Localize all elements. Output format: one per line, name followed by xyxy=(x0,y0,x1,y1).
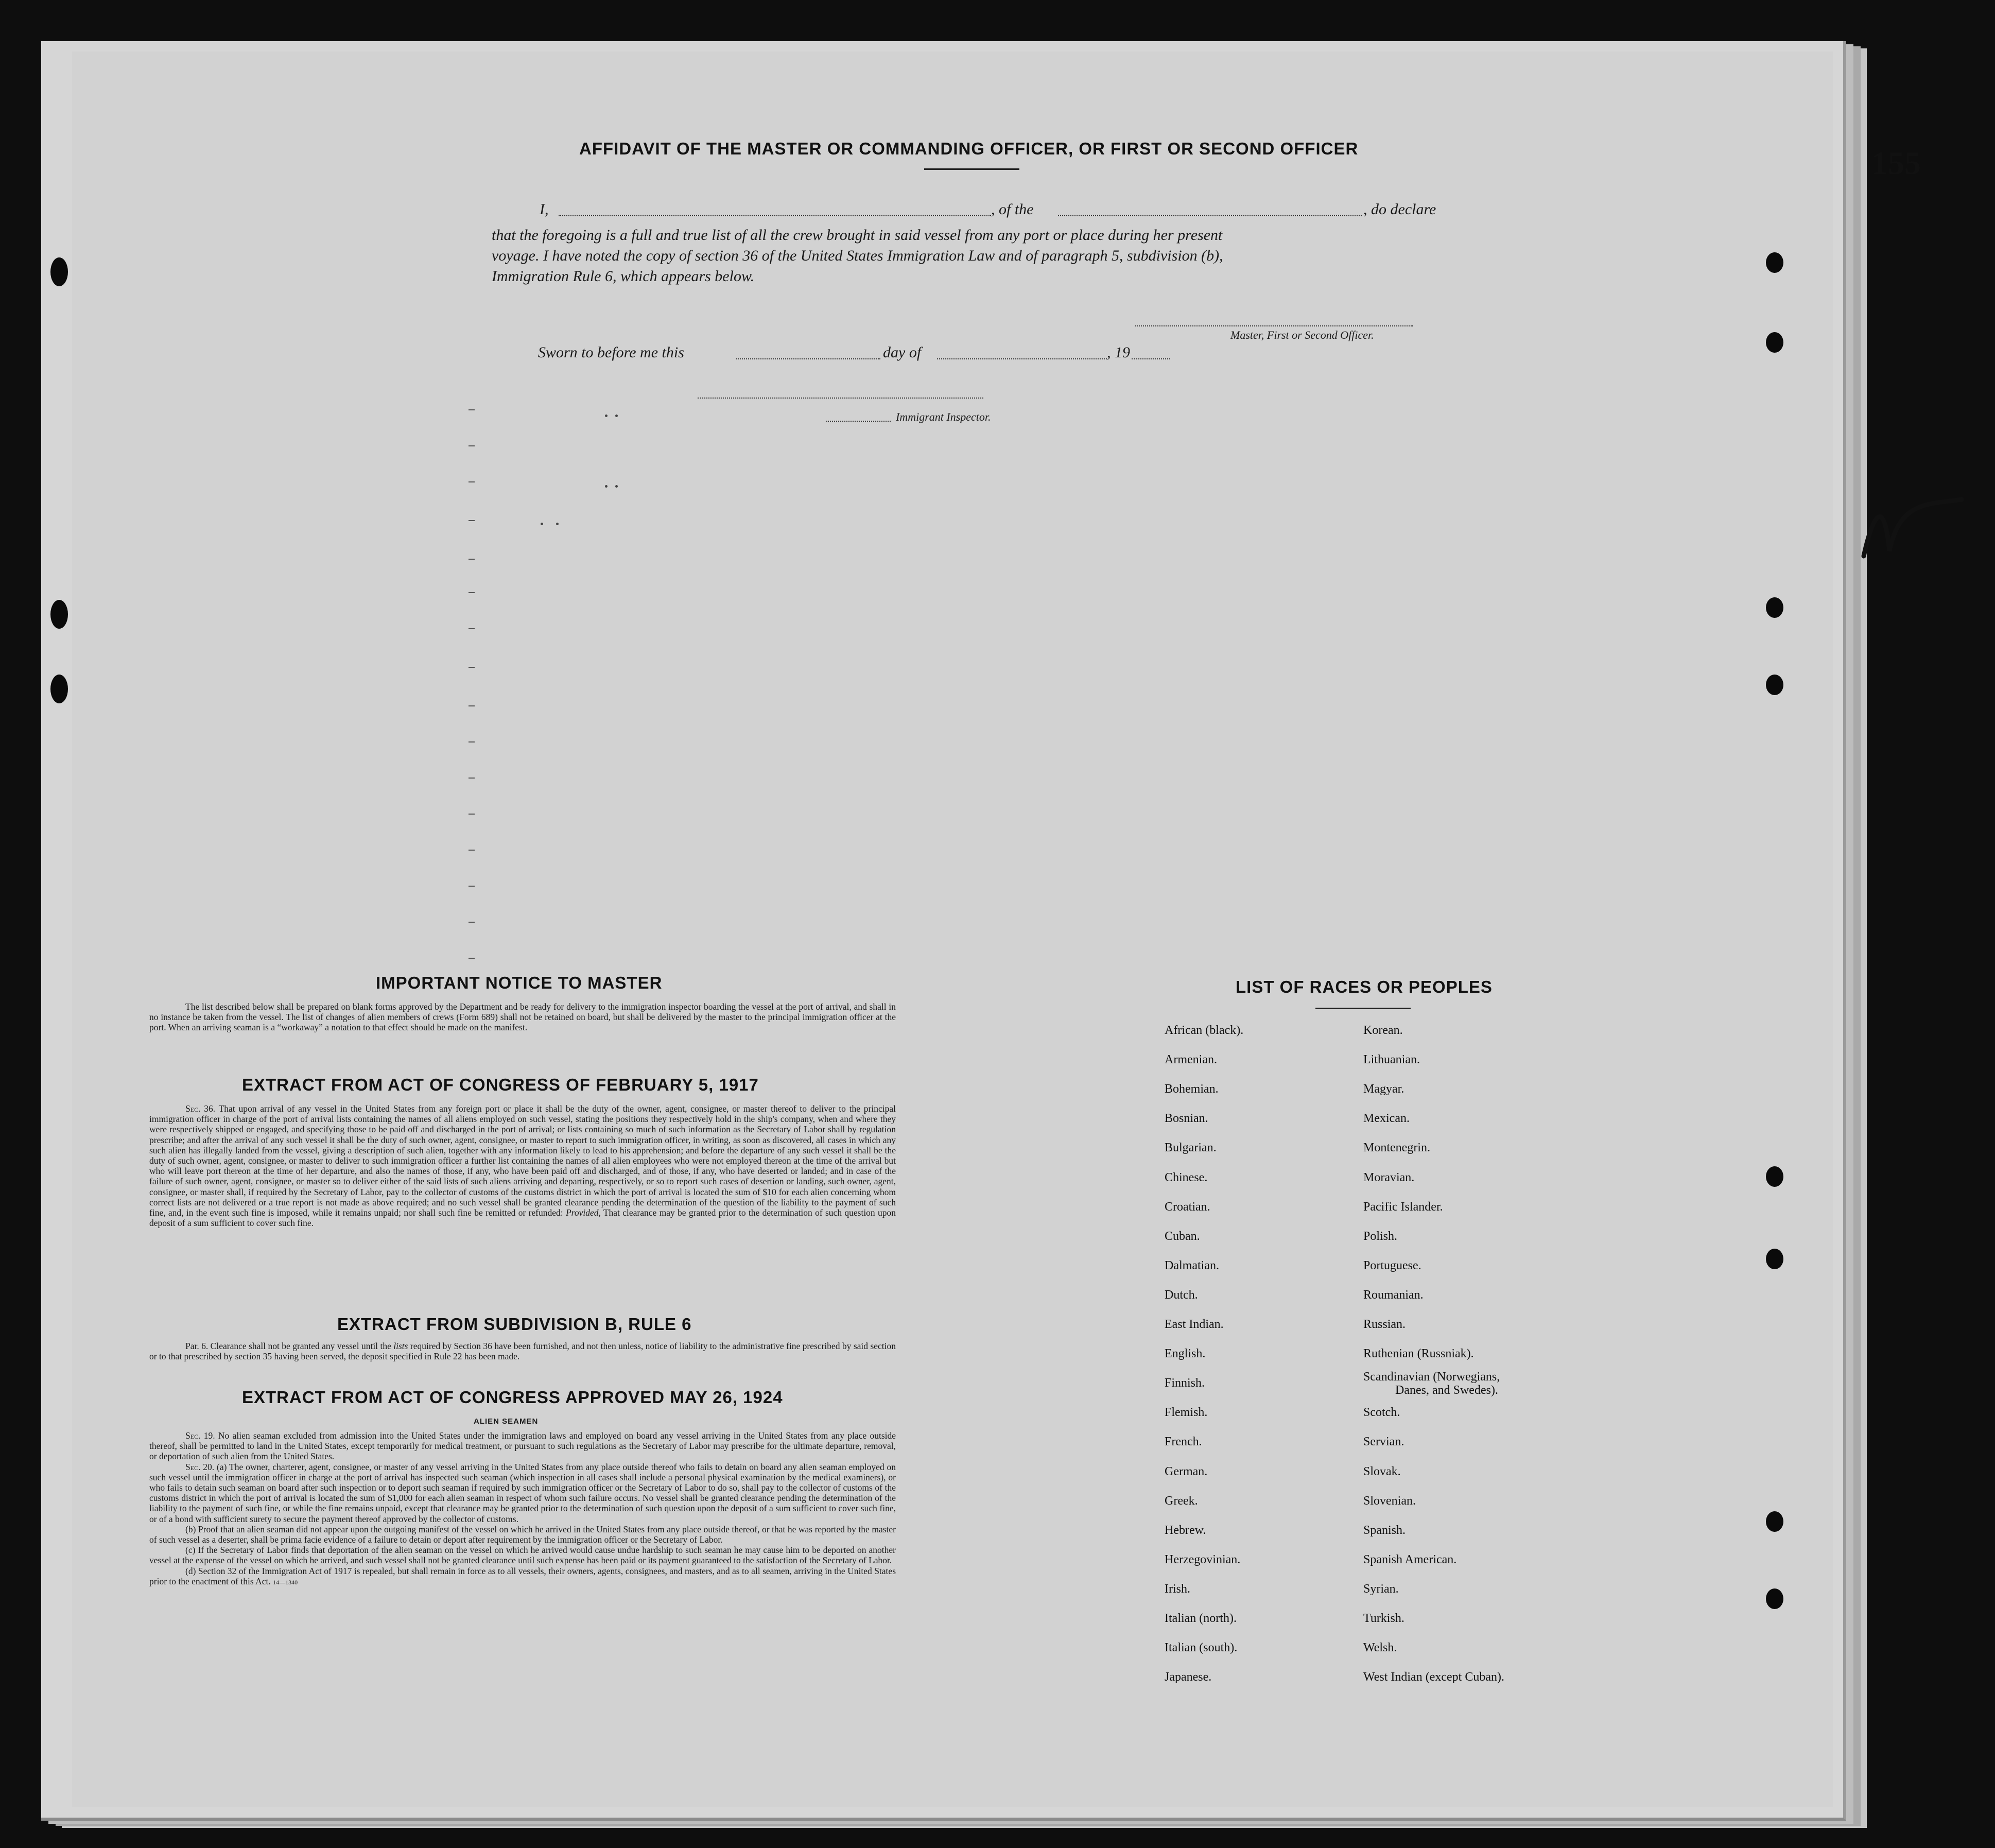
sec-20-label: Sec. 20. xyxy=(185,1461,215,1472)
race-item: African (black). xyxy=(1165,1024,1244,1037)
margin-tick xyxy=(469,409,475,410)
rule6-body-b: required by Section 36 have been furnished, and not then unless, notice of liability to the administrative fine prescribed by said section or to that prescribed by section 35 having been served, the deposit specified in Rule 22 has been made. xyxy=(149,1341,896,1362)
race-item: German. xyxy=(1165,1464,1208,1478)
sec-20a-para xyxy=(149,1462,896,1524)
sec-19-body: No alien seaman excluded from admission into the United States under the immigration laws and employed on board any vessel arriving in the United States from any place outside thereof, shall be permitted to land in the United States, except temporarily for medical treatment, or pursuant to such regulations as the Secretary of Labor may prescribe for the ultimate departure, removal, or deportation of such alien from the United States. xyxy=(149,1430,896,1462)
binder-hole xyxy=(50,675,68,703)
race-item: Montenegrin. xyxy=(1363,1141,1430,1155)
race-item: Chinese. xyxy=(1165,1170,1208,1184)
sworn-year-blank[interactable] xyxy=(1132,358,1170,359)
extract-1924-title: EXTRACT FROM ACT OF CONGRESS APPROVED MAY 26, 1924 xyxy=(242,1388,783,1407)
form-number: 14—1340 xyxy=(273,1578,298,1586)
race-item: Portuguese. xyxy=(1363,1258,1421,1272)
margin-tick xyxy=(469,705,475,706)
margin-dot xyxy=(615,485,618,488)
sworn-month-blank[interactable] xyxy=(937,358,1107,359)
extract-1924-text xyxy=(149,1430,896,1587)
binder-hole xyxy=(1766,597,1783,618)
signature-label: Master, First or Second Officer. xyxy=(1230,329,1374,341)
alien-seamen-subtitle: ALIEN SEAMEN xyxy=(474,1417,539,1426)
margin-tick xyxy=(469,481,475,482)
race-item: Dutch. xyxy=(1165,1288,1198,1302)
race-item: Spanish. xyxy=(1363,1523,1406,1537)
margin-dot xyxy=(541,523,543,525)
binder-hole xyxy=(1766,675,1783,695)
margin-tick xyxy=(469,559,475,560)
sec-20b-para: (b) Proof that an alien seaman did not appear upon the outgoing manifest of the vessel on which he arrived in the United States from any place outside thereof, or that he was reported by the master of such vessel as a deserter, shall be prima facie evidence of a failure to detain or deport after requirement by the immigration officer or the Secretary of Labor. xyxy=(149,1524,896,1545)
inspector-prefix-blank xyxy=(826,421,891,422)
title-rule xyxy=(924,168,1019,170)
affidavit-declare: , do declare xyxy=(1363,201,1436,218)
race-item: Cuban. xyxy=(1165,1229,1200,1243)
vessel-blank[interactable] xyxy=(1058,215,1362,216)
proviso-label: Provided, xyxy=(565,1207,601,1218)
race-item: Flemish. xyxy=(1165,1406,1208,1420)
affidavit-line4: Immigration Rule 6, which appears below. xyxy=(492,268,755,285)
margin-dot xyxy=(615,414,618,417)
margin-tick xyxy=(469,445,475,446)
name-blank[interactable] xyxy=(559,215,991,216)
affidavit-i: I, xyxy=(540,201,549,218)
race-item: Scotch. xyxy=(1363,1406,1400,1420)
affidavit-line2: that the foregoing is a full and true list of all the crew brought in said vessel from any port or place during her present xyxy=(492,227,1223,244)
binder-hole xyxy=(1766,332,1783,353)
margin-tick xyxy=(469,667,475,668)
sec-19-para xyxy=(149,1430,896,1462)
race-item: Scandinavian (Norwegians, xyxy=(1363,1370,1500,1384)
race-item: Bohemian. xyxy=(1165,1082,1219,1096)
sec-19-label: Sec. 19. xyxy=(185,1430,215,1441)
race-item: Syrian. xyxy=(1363,1582,1399,1596)
race-item: Roumanian. xyxy=(1363,1288,1424,1302)
race-item: Welsh. xyxy=(1363,1641,1397,1655)
binder-hole xyxy=(50,257,68,286)
race-item: Irish. xyxy=(1165,1582,1190,1596)
page-number: 155 xyxy=(1871,145,1921,181)
extract-1917-title: EXTRACT FROM ACT OF CONGRESS OF FEBRUARY 5, 1917 xyxy=(242,1075,759,1094)
affidavit-title: AFFIDAVIT OF THE MASTER OR COMMANDING OFFICER, OR FIRST OR SECOND OFFICER xyxy=(579,139,1359,158)
sec-36-body: That upon arrival of any vessel in the United States from any foreign port or place it shall be the duty of the owner, agent, consignee, or master thereof to deliver to the principal immigration officer in charge of the port of arrival lists containing the names of all aliens employed on such vessel, stating the positions they respectively hold in the ship's company, when and where they were respectively shipped or engaged, and specifying those to be paid off and discharged in the port of arrival; or lists containing so much of such information as the Secretary of Labor shall by regulation prescribe; and after the arrival of any such vessel it shall be the duty of such owner, agent, consignee, or master to report to such immigration officer, in writing, as soon as discovered, all cases in which any such alien has illegally landed from the vessel, giving a description of such alien, together with any information likely to lead to his apprehension; and before the departure of any such vessel it shall be the duty of such owner, agent, consignee, or master to deliver to such immigration officer a further list containing the names of all alien employees who were not employed thereon at the time of the arrival but who will leave port thereon at the time of her departure, and also the names of those, if any, who have been paid off and discharged, and of those, if any, who have deserted or landed; and in case of the failure of such owner, agent, consignee, or master so to deliver either of the said lists of such aliens arriving and departing, respectively, or so to report such cases of desertion or landing, such owner, agent, consignee, or master shall, if required by the Secretary of Labor, pay to the collector of customs of the customs district in which the port of arrival is located the sum of $10 for each alien concerning whom correct lists are not delivered or a true report is not made as above required; and no such vessel shall be granted clearance pending the determination of the question of the liability to the payment of such fine, and, in the event such fine is imposed, while it remains unpaid; nor shall such fine be remitted or refunded: xyxy=(149,1103,896,1218)
race-item-continuation: Danes, and Swedes). xyxy=(1395,1384,1498,1397)
race-item: Armenian. xyxy=(1165,1053,1217,1067)
race-item: Italian (north). xyxy=(1165,1612,1237,1625)
proviso-body: That clearance may be granted prior to the determination of such question upon deposit of a sum sufficient to cover such fine. xyxy=(149,1207,896,1229)
inspector-label: Immigrant Inspector. xyxy=(896,410,991,423)
binder-hole xyxy=(1766,1166,1783,1187)
margin-dot xyxy=(605,414,608,417)
races-title-rule xyxy=(1315,1008,1411,1009)
race-item: West Indian (except Cuban). xyxy=(1363,1670,1504,1684)
race-item: Spanish American. xyxy=(1363,1552,1457,1566)
race-item: English. xyxy=(1165,1347,1206,1361)
rule6-lists: lists xyxy=(393,1341,408,1351)
race-item: Slovak. xyxy=(1363,1464,1401,1478)
margin-tick xyxy=(469,520,475,521)
sec-20c-para: (c) If the Secretary of Labor finds that deportation of the alien seaman on the vessel on which he arrived would cause undue hardship to such seaman he may cause him to be deported on another vessel at the expense of the vessel on which he arrived, and such vessel shall not be granted clearance until such expense has been paid or its payment guaranteed to the satisfaction of the Secretary of Labor. xyxy=(149,1545,896,1566)
race-item: East Indian. xyxy=(1165,1318,1224,1331)
rule6-body-a: Par. 6. Clearance shall not be granted any vessel until the xyxy=(185,1341,391,1351)
sec-20a-body: (a) The owner, charterer, agent, consignee, or master of any vessel arriving in the United States from any place outside thereof who fails to detain on board any alien seaman employed on such vessel until the immigration officer in charge at the port of arrival has inspected such seaman (which inspection in all cases shall include a personal physical examination by the medical examiners), or who fails to detain such seaman on board after such inspection or to deport such seaman if required by such immigration officer or the Secretary of Labor to do so, shall pay to the collector of customs of the customs district in which the port of arrival is located the sum of $1,000 for each alien seaman in respect of whom such failure occurs. No vessel shall be granted clearance pending the determination of the liability to the payment of such fine, or while the fine remains unpaid, except that clearance may be granted prior to the determination of such question upon the deposit of a sum sufficient to cover such fine, or of a bond with sufficient surety to secure the payment thereof approved by the collector of customs. xyxy=(149,1461,896,1524)
race-item: Mexican. xyxy=(1363,1112,1410,1126)
race-item: Herzegovinian. xyxy=(1165,1552,1241,1566)
race-item: Ruthenian (Russniak). xyxy=(1363,1347,1474,1361)
margin-tick xyxy=(469,886,475,887)
sworn-day-blank[interactable] xyxy=(736,358,880,359)
race-item: Korean. xyxy=(1363,1024,1403,1037)
margin-tick xyxy=(469,778,475,779)
margin-tick xyxy=(469,741,475,742)
margin-tick xyxy=(469,850,475,851)
race-item: Japanese. xyxy=(1165,1670,1212,1684)
race-item: Moravian. xyxy=(1363,1170,1415,1184)
binder-hole xyxy=(1766,252,1783,273)
race-item: Lithuanian. xyxy=(1363,1053,1420,1067)
sec-20d-para xyxy=(149,1566,896,1587)
margin-tick xyxy=(469,814,475,815)
margin-tick xyxy=(469,628,475,629)
race-item: Turkish. xyxy=(1363,1612,1404,1625)
margin-tick xyxy=(469,958,475,959)
affidavit-of-the: , of the xyxy=(991,201,1034,218)
extract-1917-text xyxy=(149,1103,896,1228)
race-item: Dalmatian. xyxy=(1165,1258,1219,1272)
sworn-text: Sworn to before me this xyxy=(538,344,684,361)
race-item: Hebrew. xyxy=(1165,1523,1206,1537)
sworn-day-of: day of xyxy=(883,344,922,361)
races-title: LIST OF RACES OR PEOPLES xyxy=(1236,977,1493,996)
race-item: Russian. xyxy=(1363,1318,1406,1331)
race-item: Pacific Islander. xyxy=(1363,1200,1443,1214)
notice-text: The list described below shall be prepared on blank forms approved by the Department and be ready for delivery to the immigration inspector boarding the vessel at the port of arrival, and shall in no instance be taken from the vessel. The list of changes of alien members of crews (Form 689) shall not be retained on board, but shall be delivered by the master to the principal immigration officer at the port. When an arriving seaman is a “workaway” a notation to that effect should be made on the manifest. xyxy=(149,1001,896,1033)
race-item: Finnish. xyxy=(1165,1376,1205,1390)
margin-tick xyxy=(469,922,475,923)
sec-36-label: Sec. 36. xyxy=(185,1103,216,1114)
margin-dot xyxy=(605,485,608,488)
binder-hole xyxy=(1766,1511,1783,1532)
notice-title: IMPORTANT NOTICE TO MASTER xyxy=(376,973,663,992)
affidavit-line3: voyage. I have noted the copy of section 36 of the United States Immigration Law and of paragraph 5, subdivision (b), xyxy=(492,247,1223,264)
binder-hole xyxy=(50,600,68,629)
binder-hole xyxy=(1766,1249,1783,1269)
race-item: Servian. xyxy=(1363,1435,1404,1449)
signature-blank[interactable] xyxy=(1135,325,1413,326)
race-item: Slovenian. xyxy=(1363,1494,1416,1508)
sec-20d-body: (d) Section 32 of the Immigration Act of 1917 is repealed, but shall remain in force as to all vessels, their owners, agents, consignees, and masters, and as to all seamen, arriving in the United States prior to the enactment of this Act. xyxy=(149,1565,896,1586)
handwritten-mark xyxy=(1853,479,1967,561)
margin-dot xyxy=(556,523,559,525)
binder-hole xyxy=(1766,1588,1783,1609)
race-item: Magyar. xyxy=(1363,1082,1404,1096)
race-item: Italian (south). xyxy=(1165,1641,1238,1655)
race-item: Croatian. xyxy=(1165,1200,1210,1214)
extract-rule6-title: EXTRACT FROM SUBDIVISION B, RULE 6 xyxy=(337,1315,692,1334)
race-item: Bulgarian. xyxy=(1165,1141,1217,1155)
margin-tick xyxy=(469,592,475,593)
race-item: French. xyxy=(1165,1435,1202,1449)
sworn-year: , 19 xyxy=(1107,344,1130,361)
race-item: Greek. xyxy=(1165,1494,1198,1508)
race-item: Bosnian. xyxy=(1165,1112,1208,1126)
extract-rule6-text xyxy=(149,1341,896,1361)
race-item: Polish. xyxy=(1363,1229,1398,1243)
inspector-signature-blank[interactable] xyxy=(698,398,983,399)
